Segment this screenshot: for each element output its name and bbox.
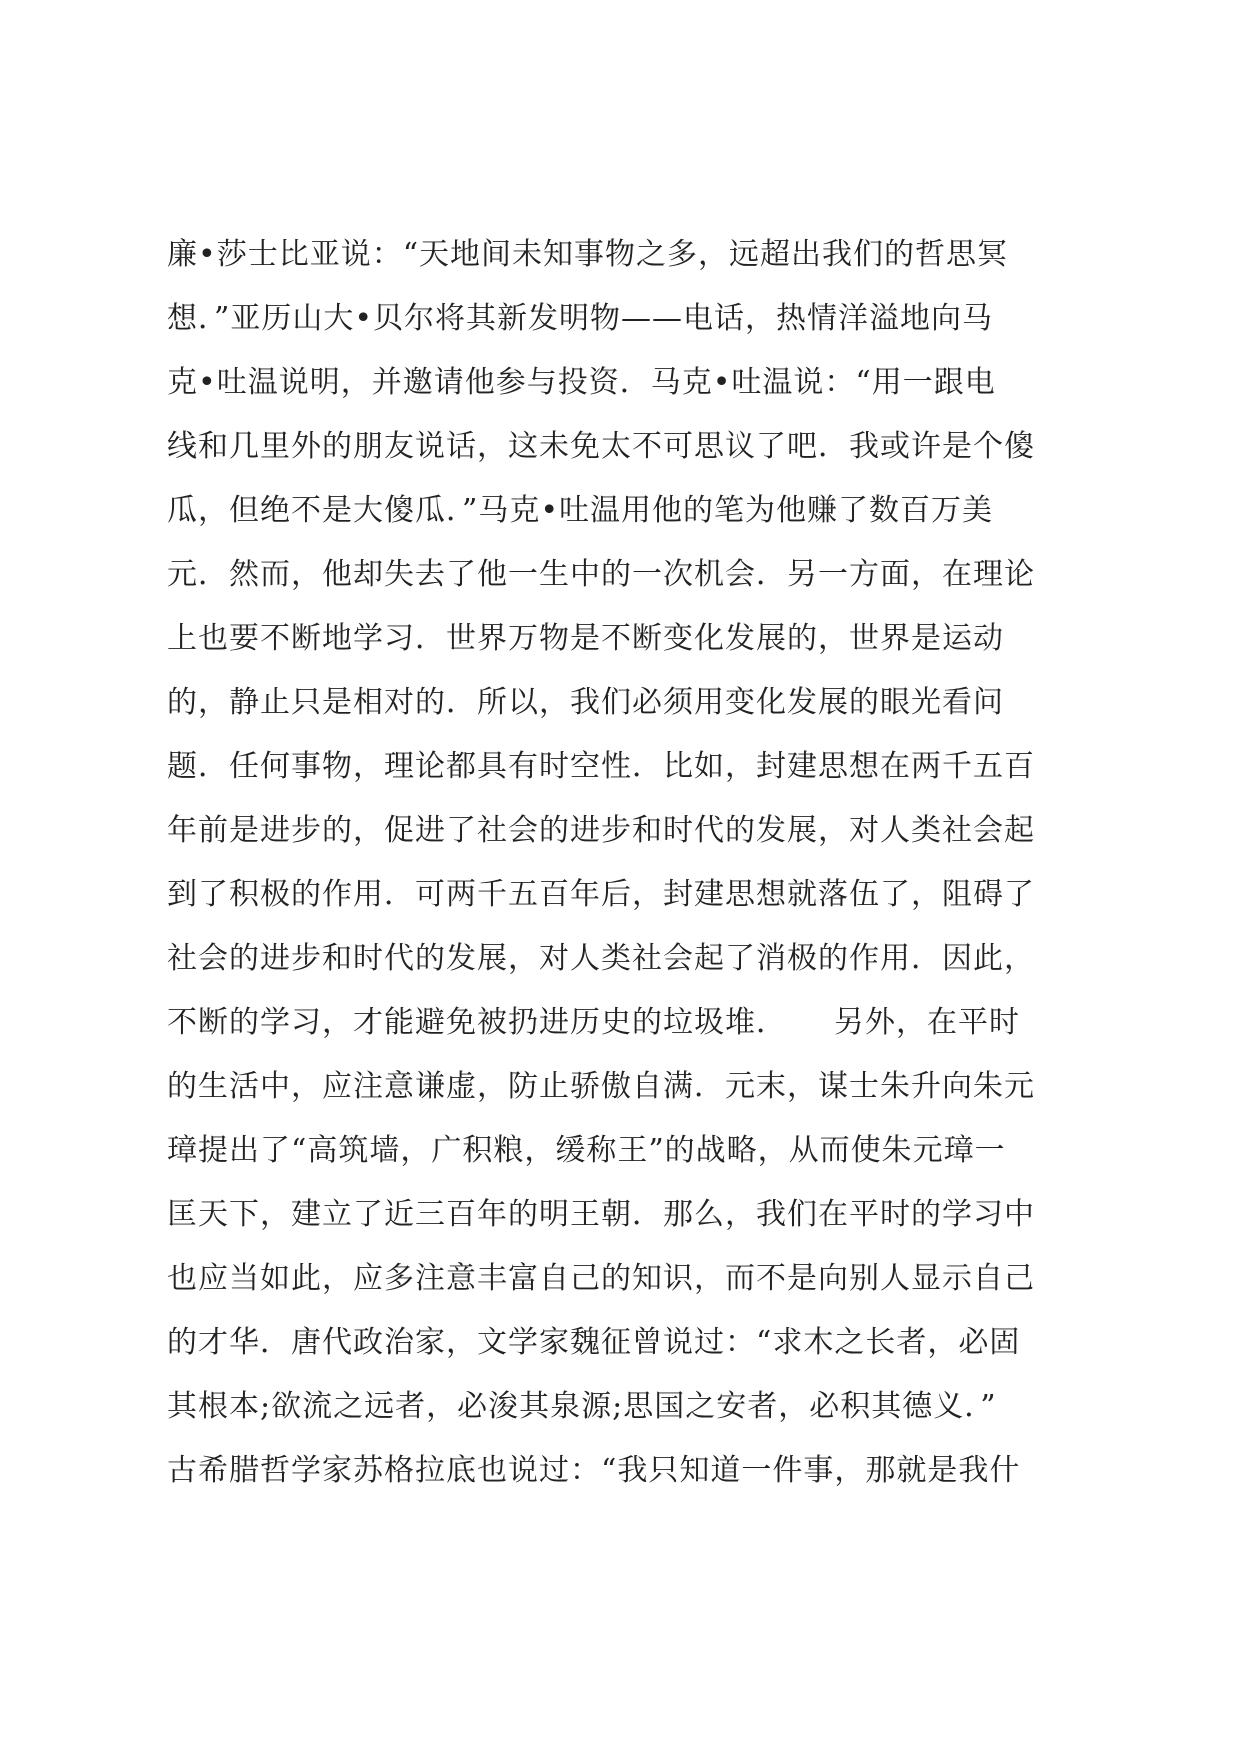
text-line: 克•吐温说明，并邀请他参与投资．马克•吐温说：“用一跟电	[167, 365, 996, 400]
body-text	[167, 223, 1087, 1503]
text-line: 不断的学习，才能避免被扔进历史的垃圾堆． 另外，在平时	[167, 1005, 1020, 1040]
text-line: 想．”亚历山大•贝尔将其新发明物——电话，热情洋溢地向马	[167, 301, 994, 336]
text-line: 的生活中，应注意谦虚，防止骄傲自满．元末，谋士朱升向朱元	[167, 1069, 1035, 1104]
text-line: 匡天下，建立了近三百年的明王朝．那么，我们在平时的学习中	[167, 1197, 1035, 1232]
text-line: 也应当如此，应多注意丰富自己的知识，而不是向别人显示自己	[167, 1261, 1035, 1296]
text-line: 上也要不断地学习．世界万物是不断变化发展的，世界是运动	[167, 621, 1004, 656]
text-line: 的才华．唐代政治家，文学家魏征曾说过：“求木之长者，必固	[167, 1325, 1021, 1360]
text-line: 元．然而，他却失去了他一生中的一次机会．另一方面，在理论	[167, 557, 1035, 592]
text-line: 古希腊哲学家苏格拉底也说过：“我只知道一件事，那就是我什	[167, 1453, 1021, 1488]
text-line: 社会的进步和时代的发展，对人类社会起了消极的作用．因此，	[167, 941, 1035, 976]
text-line: 的，静止只是相对的．所以，我们必须用变化发展的眼光看问	[167, 685, 1004, 720]
text-line: 年前是进步的，促进了社会的进步和时代的发展，对人类社会起	[167, 813, 1035, 848]
text-line: 瓜，但绝不是大傻瓜．”马克•吐温用他的笔为他赚了数百万美	[167, 493, 994, 528]
text-line: 廉•莎士比亚说：“天地间未知事物之多，远超出我们的哲思冥	[167, 237, 1009, 272]
text-line: 到了积极的作用．可两千五百年后，封建思想就落伍了，阻碍了	[167, 877, 1035, 912]
text-line: 其根本;欲流之远者，必浚其泉源;思国之安者，必积其德义．”	[167, 1389, 997, 1424]
text-line: 题．任何事物，理论都具有时空性．比如，封建思想在两千五百	[167, 749, 1035, 784]
text-line: 线和几里外的朋友说话，这未免太不可思议了吧．我或许是个傻	[167, 429, 1035, 464]
text-line: 璋提出了“高筑墙，广积粮，缓称王”的战略，从而使朱元璋一	[167, 1133, 1006, 1168]
